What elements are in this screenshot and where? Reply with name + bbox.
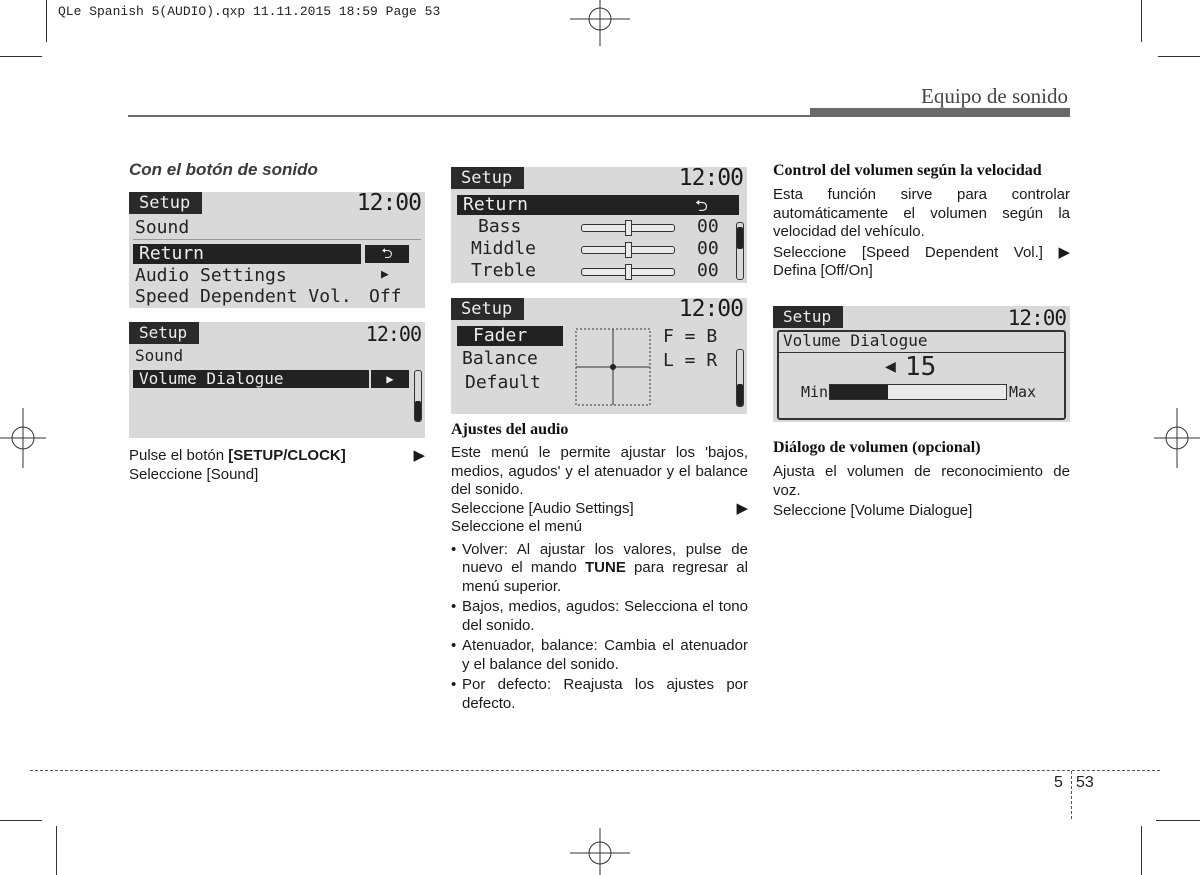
menu-item-audio-settings[interactable]: Audio Settings: [135, 265, 287, 286]
screen-clock: 12:00: [356, 192, 421, 216]
screen-clock: 12:00: [678, 167, 743, 191]
col3-para1: Esta función sirve para controlar automáticamente el volumen según la velocidad del vehículo.: [773, 186, 1070, 240]
middle-value: 00: [697, 238, 719, 259]
registration-mark-bottom: [570, 828, 630, 875]
col1-instruction: Pulse el botón [SETUP/CLOCK] ▶ Seleccione [Sound]: [129, 447, 425, 483]
menu-item-volume-dialogue[interactable]: Volume Dialogue: [133, 370, 369, 388]
treble-slider[interactable]: [581, 268, 675, 276]
volume-level-fill: [830, 385, 888, 399]
tone-label-treble: Treble: [471, 260, 537, 281]
footer-rule: [30, 770, 1160, 771]
scrollbar[interactable]: [736, 349, 744, 407]
registration-mark-right: [1154, 408, 1200, 468]
list-item: • Volver: Al ajustar los valores, pulse de nuevo el mando TUNE para regresar al menú superior.: [451, 541, 748, 597]
screen-tag: Setup: [451, 167, 524, 189]
max-label: Max: [1009, 383, 1037, 401]
dialog-title: Volume Dialogue: [783, 331, 928, 350]
screen-clock: 12:00: [365, 322, 421, 346]
middle-slider[interactable]: [581, 246, 675, 254]
screen-tag: Setup: [129, 322, 199, 344]
speed-dependent-value: Off: [369, 286, 402, 307]
bass-value: 00: [697, 216, 719, 237]
screen-volume-dialogue-menu: [129, 322, 425, 438]
volume-value: 15: [905, 352, 937, 382]
menu-item-speed-dependent[interactable]: Speed Dependent Vol.: [135, 286, 352, 307]
scrollbar-thumb[interactable]: [737, 384, 743, 406]
speaker-icon: ◀: [885, 356, 896, 377]
col3-body1: [773, 186, 1070, 281]
col3-para2: Seleccione [Speed Dependent Vol.] ▶ Defina [Off/On]: [773, 243, 1070, 279]
scrollbar[interactable]: [736, 222, 744, 280]
menu-item-fader[interactable]: Fader: [457, 326, 563, 346]
list-item: • Bajos, medios, agudos: Selecciona el tono del sonido.: [451, 598, 748, 635]
list-item: • Por defecto: Reajusta los ajustes por defecto.: [451, 676, 748, 713]
screen-clock: 12:00: [1007, 306, 1066, 330]
min-label: Min: [801, 383, 829, 401]
tone-label-bass: Bass: [478, 216, 522, 237]
page-number: 53: [1076, 774, 1094, 791]
col2-bullets: [451, 541, 748, 714]
menu-item-balance[interactable]: Balance: [462, 348, 538, 369]
return-icon: ⮌: [695, 196, 708, 215]
col2-body: [451, 444, 748, 715]
scrollbar[interactable]: [414, 370, 422, 422]
treble-value: 00: [697, 260, 719, 281]
menu-item-return[interactable]: Return: [133, 244, 361, 264]
screen-tag: Setup: [451, 298, 524, 320]
header-rule: [128, 115, 810, 117]
fader-balance-grid[interactable]: [575, 328, 651, 406]
volume-level-bar[interactable]: [829, 384, 1007, 400]
screen-title: Sound: [135, 217, 190, 238]
tone-label-middle: Middle: [471, 238, 537, 259]
screen-clock: 12:00: [678, 298, 743, 322]
print-file-line: QLe Spanish 5(AUDIO).qxp 11.11.2015 18:59 Page 53: [58, 4, 441, 19]
menu-item-default[interactable]: Default: [465, 372, 541, 393]
scrollbar-thumb[interactable]: [737, 227, 743, 249]
col3-heading2: Diálogo de volumen (opcional): [773, 439, 981, 456]
section-title: Equipo de sonido: [921, 84, 1068, 108]
menu-item-return[interactable]: Return: [457, 195, 739, 215]
scrollbar-thumb[interactable]: [415, 401, 421, 421]
col1-heading: Con el botón de sonido: [129, 160, 318, 179]
fader-value: F = B: [663, 326, 718, 347]
balance-value: L = R: [663, 350, 718, 371]
col3-body2: [773, 463, 1070, 521]
header-rule-thick: [810, 108, 1070, 117]
screen-audio-settings-tone: [451, 167, 747, 283]
screen-tag: Setup: [129, 192, 202, 214]
screen-sound-menu: [129, 192, 425, 308]
col2-para2: Seleccione [Audio Settings] ▶ Seleccione el menú: [451, 499, 748, 535]
col3-heading1: Control del volumen según la velocidad: [773, 162, 1042, 179]
screen-audio-settings-fader: [451, 298, 747, 414]
bass-slider[interactable]: [581, 224, 675, 232]
screen-title: Sound: [135, 346, 184, 365]
screen-volume-dialogue: [773, 306, 1070, 422]
screen-tag: Setup: [773, 306, 843, 328]
screen-divider: [133, 239, 421, 240]
chapter-number: 5: [1054, 774, 1063, 791]
col2-para1: Este menú le permite ajustar los 'bajos, medios, agudos' y el atenuador y el balance del sonido.: [451, 444, 748, 498]
list-item: • Atenuador, balance: Cambia el atenuador y el balance del sonido.: [451, 637, 748, 674]
registration-mark-left: [0, 408, 46, 468]
registration-mark-top: [570, 0, 630, 46]
col2-heading: Ajustes del audio: [451, 421, 569, 438]
col3-para3: Ajusta el volumen de reconocimiento de voz.: [773, 463, 1070, 499]
arrow-right-icon[interactable]: ▶: [371, 370, 409, 388]
page-number-divider: [1071, 771, 1072, 819]
arrow-right-icon: ▶: [381, 267, 389, 282]
col3-para4: Seleccione [Volume Dialogue]: [773, 502, 973, 519]
return-icon[interactable]: ⮌: [365, 245, 409, 263]
